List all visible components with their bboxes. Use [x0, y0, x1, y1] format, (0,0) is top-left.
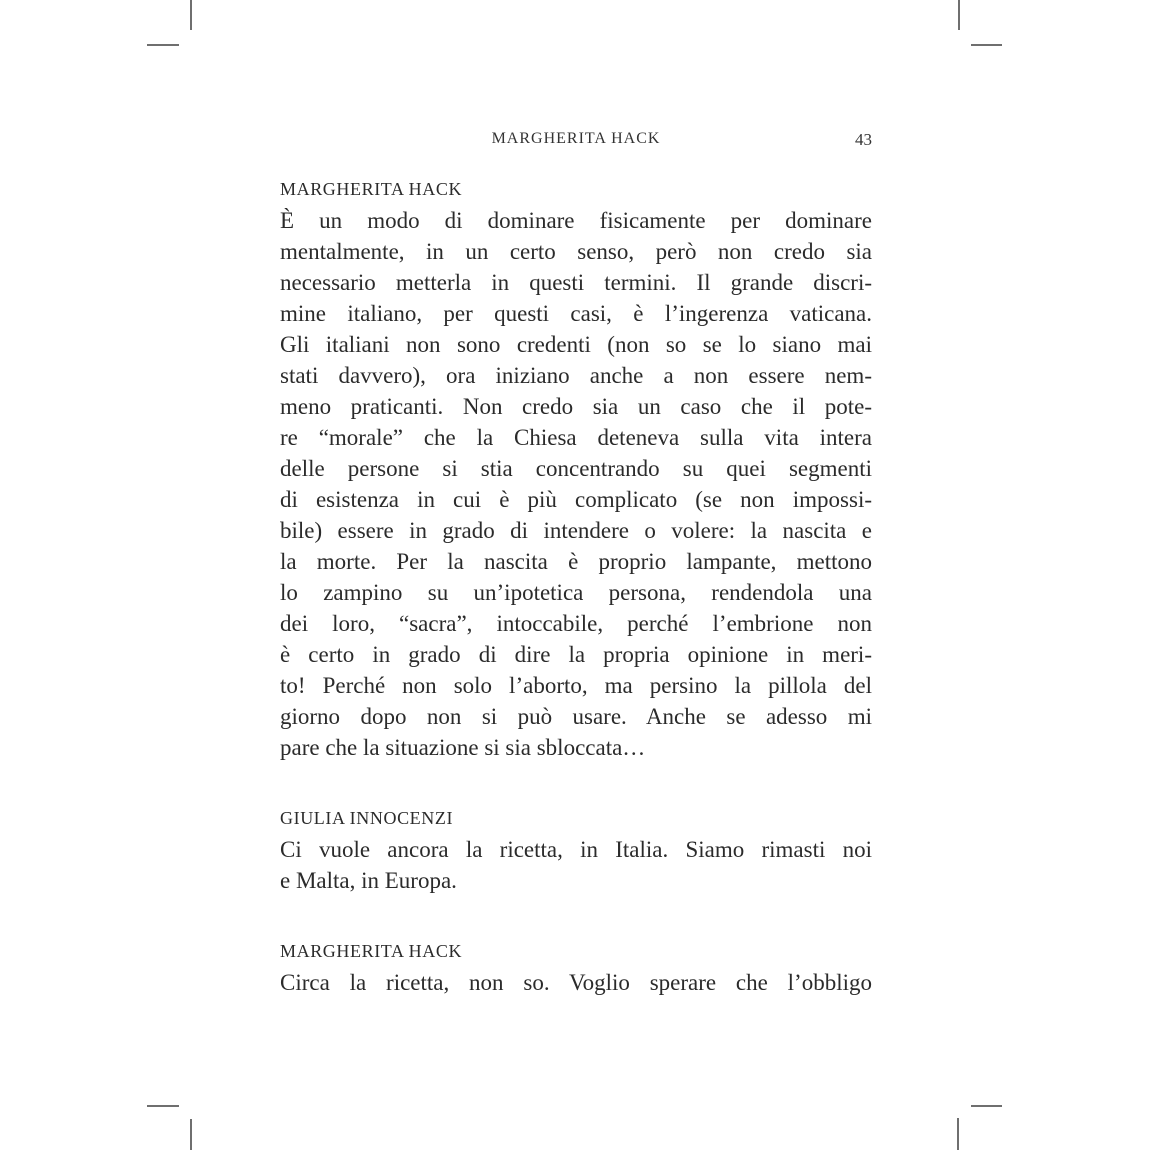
- crop-mark-top-left-horizontal: [147, 44, 179, 46]
- speech-list: [280, 174, 872, 998]
- text-line: di esistenza in cui è più complicato (se non impossi-: [280, 487, 872, 512]
- running-head-title: MARGHERITA HACK: [491, 130, 661, 147]
- text-line: dei loro, “sacra”, intoccabile, perché l’embrione non: [280, 611, 872, 636]
- crop-mark-top-right-vertical: [958, 0, 960, 30]
- text-line: Circa la ricetta, non so. Voglio sperare che l’obbligo: [280, 970, 872, 995]
- speech-block: [280, 803, 872, 896]
- text-line: stati davvero), ora iniziano anche a non essere nem-: [280, 363, 872, 388]
- speaker-label: MARGHERITA HACK: [280, 941, 463, 961]
- text-line: È un modo di dominare fisicamente per dominare: [280, 208, 872, 233]
- text-line: to! Perché non solo l’aborto, ma persino la pillola del: [280, 673, 872, 698]
- crop-mark-bottom-left-vertical: [190, 1119, 192, 1150]
- text-line: è certo in grado di dire la propria opinione in meri-: [280, 642, 872, 667]
- text-line: giorno dopo non si può usare. Anche se adesso mi: [280, 704, 872, 729]
- text-line: Ci vuole ancora la ricetta, in Italia. Siamo rimasti noi: [280, 837, 872, 862]
- crop-mark-bottom-right-horizontal: [971, 1105, 1002, 1107]
- text-line: re “morale” che la Chiesa deteneva sulla vita intera: [280, 425, 872, 450]
- text-line: pare che la situazione si sia sbloccata…: [280, 735, 646, 760]
- speaker-label: MARGHERITA HACK: [280, 179, 463, 199]
- crop-mark-bottom-right-vertical: [957, 1118, 959, 1150]
- text-line: meno praticanti. Non credo sia un caso che il pote-: [280, 394, 872, 419]
- speaker-label: GIULIA INNOCENZI: [280, 808, 454, 828]
- text-line: delle persone si stia concentrando su quei segmenti: [280, 456, 872, 481]
- text-line: mentalmente, in un certo senso, però non credo sia: [280, 239, 872, 264]
- text-line: mine italiano, per questi casi, è l’ingerenza vaticana.: [280, 301, 872, 326]
- text-line: necessario metterla in questi termini. Il grande discri-: [280, 270, 872, 295]
- speech-block: [280, 936, 872, 998]
- page-number: 43: [855, 130, 872, 149]
- text-line: la morte. Per la nascita è proprio lampante, mettono: [280, 549, 872, 574]
- text-line: e Malta, in Europa.: [280, 868, 457, 893]
- running-head: [280, 130, 872, 152]
- crop-mark-bottom-left-horizontal: [147, 1105, 179, 1107]
- crop-mark-top-left-vertical: [190, 0, 192, 30]
- crop-mark-top-right-horizontal: [971, 44, 1002, 46]
- text-line: bile) essere in grado di intendere o volere: la nascita e: [280, 518, 872, 543]
- text-line: lo zampino su un’ipotetica persona, rendendola una: [280, 580, 872, 605]
- speech-block: [280, 174, 872, 763]
- text-line: Gli italiani non sono credenti (non so se lo siano mai: [280, 332, 872, 357]
